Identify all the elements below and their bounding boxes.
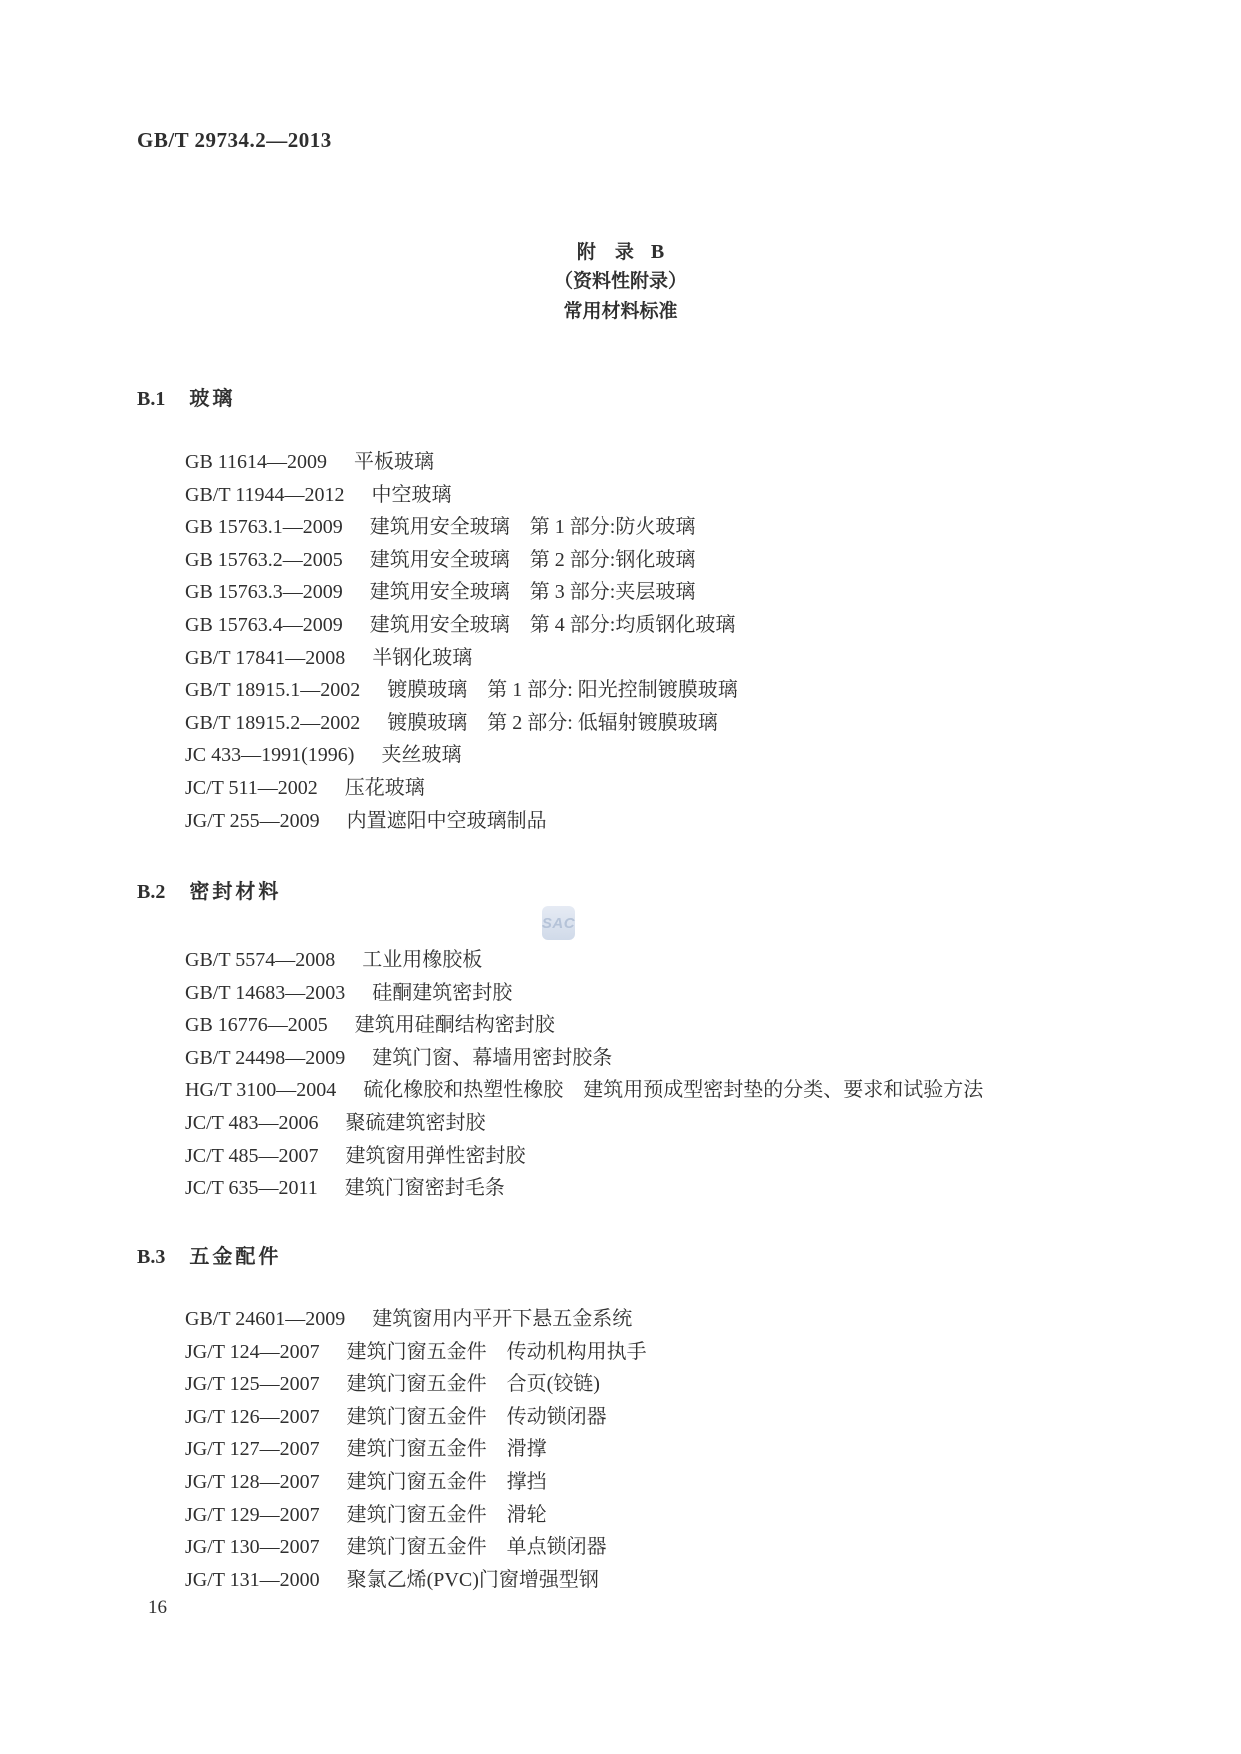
standard-entry [185,1140,983,1173]
standard-entry [185,609,738,642]
standard-title: 硫化橡胶和热塑性橡胶 建筑用预成型密封垫的分类、要求和试验方法 [363,1079,984,1102]
standard-title: 镀膜玻璃 第 1 部分: 阳光控制镀膜玻璃 [387,679,738,702]
standard-code: JC/T 485—2007 [185,1144,319,1167]
standard-entry [185,511,738,544]
standard-entry [185,1466,647,1499]
standard-title: 建筑门窗五金件 传动机构用执手 [346,1340,647,1363]
standard-entry [185,944,983,977]
standard-title: 聚氯乙烯(PVC)门窗增强型钢 [346,1568,599,1591]
standard-title: 建筑门窗、幕墙用密封胶条 [372,1046,613,1069]
standard-title: 建筑窗用弹性密封胶 [345,1144,526,1167]
section-label: 密封材料 [189,881,282,903]
standard-code: GB 11614—2009 [185,451,328,473]
standard-code: JG/T 130—2007 [185,1536,320,1559]
standard-code: JG/T 128—2007 [185,1470,320,1493]
standards-list [185,1303,647,1596]
standard-entry [185,446,738,479]
standard-title: 内置遮阳中空玻璃制品 [346,809,547,832]
standard-title: 建筑门窗五金件 撑挡 [346,1470,547,1493]
standard-entry [185,739,738,772]
standard-code: GB/T 11944—2012 [185,483,345,506]
standard-title: 硅酮建筑密封胶 [372,981,513,1004]
standard-entry [185,642,738,675]
standard-code: JC/T 483—2006 [185,1111,319,1134]
appendix-title-letter: B [650,241,665,263]
standard-code: JC/T 635—2011 [185,1177,318,1200]
standard-code: GB 15763.2—2005 [185,548,343,571]
standard-code: GB/T 24498—2009 [185,1046,346,1069]
standard-title: 建筑门窗五金件 滑撑 [346,1438,547,1461]
standard-code: GB/T 5574—2008 [185,949,336,971]
standard-entry [185,1042,983,1075]
appendix-title-word: 附 录 [576,242,634,263]
standard-code: HG/T 3100—2004 [185,1079,337,1102]
standard-code: JG/T 124—2007 [185,1340,320,1363]
standard-code: GB/T 24601—2009 [185,1308,346,1330]
standard-entry [185,1172,983,1205]
standard-title: 压花玻璃 [344,776,425,799]
section-heading [137,881,281,903]
standard-entry [185,1499,647,1532]
standard-entry [185,1368,647,1401]
standard-title: 中空玻璃 [371,483,452,506]
sac-watermark-text: SAC [541,914,576,932]
standard-title: 建筑门窗密封毛条 [344,1177,505,1200]
standard-title: 建筑用安全玻璃 第 2 部分:钢化玻璃 [369,548,696,571]
standard-title: 建筑用安全玻璃 第 4 部分:均质钢化玻璃 [369,613,736,636]
standard-entry [185,1531,647,1564]
standard-entry [185,1336,647,1369]
standard-code: JG/T 255—2009 [185,809,320,832]
section-heading [137,388,235,410]
standard-code: GB/T 17841—2008 [185,646,346,669]
sac-watermark [542,906,575,940]
standard-title: 建筑门窗五金件 传动锁闭器 [346,1405,607,1428]
standard-code: GB 15763.3—2009 [185,581,343,604]
standard-code: JC 433—1991(1996) [185,744,355,767]
standard-title: 建筑窗用内平开下悬五金系统 [372,1308,633,1330]
standards-list [185,944,983,1205]
standard-title: 建筑用安全玻璃 第 1 部分:防火玻璃 [369,516,696,539]
standard-title: 建筑门窗五金件 合页(铰链) [346,1373,600,1396]
standard-code: GB 15763.1—2009 [185,516,343,539]
standard-entry [185,576,738,609]
standard-code: GB 16776—2005 [185,1014,328,1037]
standard-entry [185,1303,647,1336]
section-heading [137,1246,281,1268]
standard-entry [185,479,738,512]
standard-title: 建筑门窗五金件 滑轮 [346,1503,547,1526]
section-label: 五金配件 [189,1246,282,1268]
standard-title: 建筑用安全玻璃 第 3 部分:夹层玻璃 [369,581,696,604]
standard-entry [185,772,738,805]
standard-code: JG/T 129—2007 [185,1503,320,1526]
standard-code: GB/T 14683—2003 [185,981,346,1004]
standard-entry [185,707,738,740]
standard-title: 平板玻璃 [354,451,435,473]
standard-title: 工业用橡胶板 [362,949,483,971]
standard-entry [185,1009,983,1042]
appendix-title-subtitle: （资料性附录） [553,271,687,292]
standard-entry [185,1401,647,1434]
standard-title: 镀膜玻璃 第 2 部分: 低辐射镀膜玻璃 [387,711,718,734]
section-number: B.2 [137,881,166,903]
standard-entry [185,544,738,577]
appendix-title-name: 常用材料标准 [563,301,678,322]
section-number: B.1 [137,388,166,410]
section-number: B.3 [137,1246,166,1268]
standard-code: JG/T 131—2000 [185,1568,320,1591]
page-number: 16 [148,1597,167,1618]
standard-title: 建筑门窗五金件 单点锁闭器 [346,1536,607,1559]
standard-entry [185,977,983,1010]
standard-title: 半钢化玻璃 [372,646,473,669]
section-label: 玻璃 [189,388,236,410]
standard-title: 建筑用硅酮结构密封胶 [354,1014,555,1037]
standard-code: JC/T 511—2002 [185,776,318,799]
standard-code: JG/T 125—2007 [185,1373,320,1396]
standard-entry [185,1107,983,1140]
standard-code: GB/T 18915.1—2002 [185,679,361,702]
standard-entry [185,1564,647,1597]
standard-entry [185,1433,647,1466]
standard-code: GB/T 18915.2—2002 [185,711,361,734]
standards-list [185,446,738,837]
standard-entry [185,805,738,838]
standard-number-header: GB/T 29734.2—2013 [137,128,332,152]
standard-code: GB 15763.4—2009 [185,613,343,636]
standard-title: 聚硫建筑密封胶 [345,1111,486,1134]
standard-entry [185,674,738,707]
standard-title: 夹丝玻璃 [381,744,462,767]
standard-code: JG/T 127—2007 [185,1438,320,1461]
standard-code: JG/T 126—2007 [185,1405,320,1428]
standard-entry [185,1074,983,1107]
